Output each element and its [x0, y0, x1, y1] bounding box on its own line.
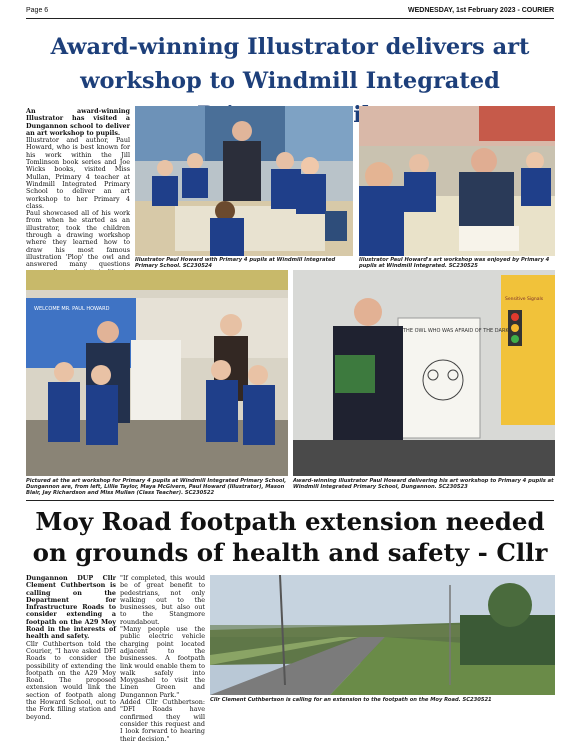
photo-illustrator-book-image	[293, 270, 555, 476]
photo-classroom-table-image	[135, 106, 353, 256]
issue-date: WEDNESDAY, 1st February 2023 - COURIER	[407, 7, 554, 14]
article2-column-2	[120, 575, 205, 743]
article2-lead: Dungannon DUP Cllr Clement Cuthbertson is calling on the Department for Infrastructure Roads to consider extending a footpath on the A29 Moy Road in the interests of health and safety.	[26, 574, 116, 641]
photo-caption: Illustrator Paul Howard's art workshop was enjoyed by Primary 4 pupils at Windmill Integrated. SC230525	[359, 257, 550, 269]
page-number: Page 6	[26, 7, 49, 14]
photo-caption: Pictured at the art workshop for Primary 4 pupils at Windmill Integrated Primary School, Dungannon are, from left, Lillie Taylor, Maya McGivern, Paul Howard (Illustrator), Mason Blair, Jay Richardson and Miss Mullan (Class Teacher). SC230522	[26, 478, 287, 496]
poster-text: Sensitive Signals	[505, 297, 544, 302]
article2-paragraph: "Many people use the public electric vehicle charging point located adjacent to the businesses. A footpath link would enable them to walk safely into Moygashel to visit the Linen Green and Dungannon Park."	[120, 625, 205, 699]
page-header	[26, 4, 554, 19]
article1-headline: Award-winning Illustrator delivers art workshop to Windmill Integrated	[50, 34, 530, 94]
photo-workshop-closeup-image	[359, 106, 555, 256]
article2-paragraph: Added Cllr Cuthbertson: "DFI Roads have confirmed they will consider this request and I look forward to hearing their decision."	[120, 698, 205, 743]
photo-caption: Illustrator Paul Howard with Primary 4 pupils at Windmill Integrated Primary School. SC230524	[135, 257, 336, 269]
photo-group-portrait-image	[26, 270, 288, 476]
article1-body	[26, 108, 130, 290]
section-divider	[26, 500, 554, 501]
photo-group-portrait	[26, 270, 288, 476]
welcome-banner-text: WELCOME MR. PAUL HOWARD	[34, 306, 110, 312]
article2-paragraph: "If completed, this would be of great benefit to pedestrians, not only walking out to the businesses, but also out to the Stangmore roundabout.	[120, 574, 205, 626]
article1-lead: An award-winning Illustrator has visited a Dungannon school to deliver an art workshop to pupils.	[26, 107, 130, 137]
article2-column-1	[26, 575, 116, 721]
whiteboard-text: THE OWL WHO WAS AFRAID OF THE DARK	[403, 328, 509, 334]
article2-paragraph: Cllr Cuthbertson told the Courier, "I have asked DFI Roads to consider the possibility of extending the footpath on the A29 Moy Road. The proposed extension would link the section of footpath along the Howard School, out to the Fork filling station and beyond.	[26, 639, 116, 721]
photo-illustrator-book	[293, 270, 555, 476]
photo-moy-road	[210, 575, 555, 695]
article1-paragraph: Illustrator and author, Paul Howard, who is best known for his work within the Jill Tomlinson book series and Joe Wicks books, visited Miss Mullan, Primary 4 teacher at Windmill Integrated Primary School to deliver an art workshop to her Primary 4 class.	[26, 136, 130, 210]
photo-caption: Award-winning illustrator Paul Howard delivering his art workshop to Primary 4 pupils at Windmill Integrated Primary School, Dungannon. SC230523	[293, 478, 554, 490]
photo-classroom-table	[135, 106, 353, 256]
article1-paragraph: Paul showcased all of his work from when he started as an illustrator, took the children through a drawing workshop where they learned how to draw his most famous illustration 'Plop' the owl and answered many questions	[26, 209, 130, 269]
article2-headline: Moy Road footpath extension needed on grounds of health and safety - Cllr	[32, 507, 548, 567]
photo-workshop-closeup	[359, 106, 555, 256]
photo-moy-road-image	[210, 575, 555, 695]
photo-caption: Cllr Clement Cuthbertson is calling for an extension to the footpath on the Moy Road. SC230521	[210, 697, 492, 703]
